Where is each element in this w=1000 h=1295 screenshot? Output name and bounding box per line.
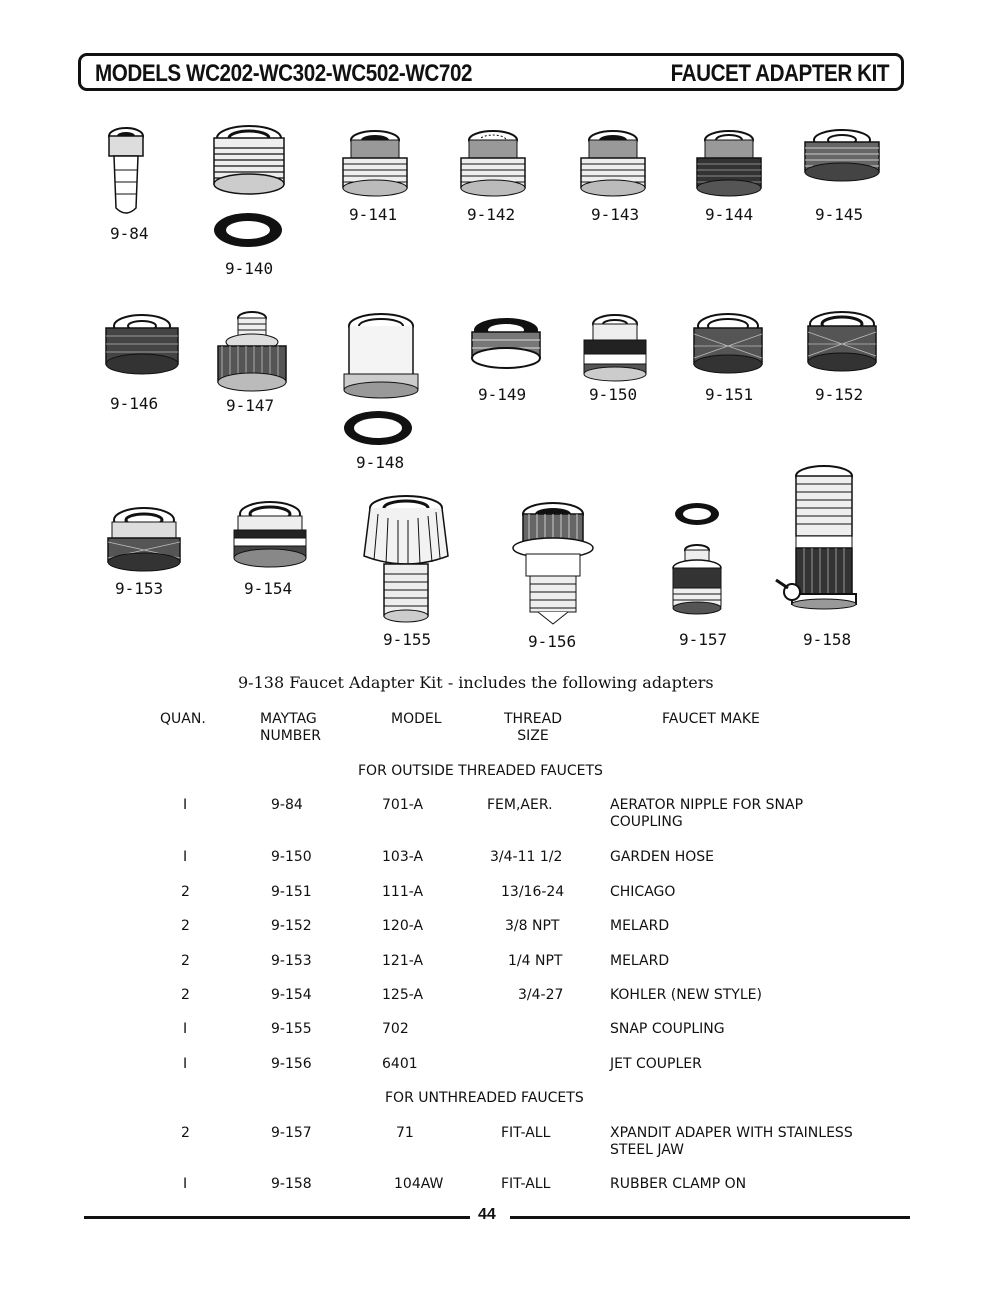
part-label: 9-150	[589, 385, 638, 404]
page-number: 44	[478, 1206, 496, 1223]
cell-thread: FIT-ALL	[501, 1125, 551, 1141]
cell-model: 702	[382, 1021, 409, 1037]
cell-thread: FEM,AER.	[487, 797, 553, 813]
part-label: 9-156	[528, 632, 577, 651]
cell-thread: 3/4-11 1/2	[490, 849, 563, 865]
part-label: 9-142	[467, 205, 516, 224]
cell-quan: 2	[181, 953, 190, 969]
models-title: MODELS WC202-WC302-WC502-WC702	[95, 60, 473, 87]
cell-make: MELARD	[610, 918, 670, 934]
cell-make: RUBBER CLAMP ON	[610, 1176, 747, 1192]
header-faucet-make	[662, 711, 760, 728]
cell-make: KOHLER (NEW STYLE)	[610, 987, 762, 1003]
part-9-152-icon	[802, 310, 882, 380]
cell-number: 9-154	[271, 987, 312, 1003]
cell-make: MELARD	[610, 953, 670, 969]
cell-make: JET COUPLER	[610, 1056, 702, 1072]
cell-thread: FIT-ALL	[501, 1176, 551, 1192]
cell-quan: I	[183, 849, 188, 865]
cell-number: 9-157	[271, 1125, 312, 1141]
part-9-142-icon	[458, 128, 528, 198]
cell-number: 9-152	[271, 918, 312, 934]
part-9-84-icon	[106, 126, 146, 218]
part-label: 9-143	[591, 205, 640, 224]
cell-thread: 1/4 NPT	[508, 953, 563, 969]
part-9-146-icon	[102, 312, 182, 382]
header-maytag-line1: MAYTAG	[260, 711, 317, 727]
cell-quan: I	[183, 1021, 188, 1037]
cell-make: SNAP COUPLING	[610, 1021, 725, 1037]
cell-make: CHICAGO	[610, 884, 676, 900]
cell-model: 125-A	[382, 987, 424, 1003]
cell-quan: I	[183, 1176, 188, 1192]
cell-number: 9-150	[271, 849, 312, 865]
part-label: 9-146	[110, 394, 159, 413]
part-9-155-icon	[356, 496, 456, 626]
cell-model: 120-A	[382, 918, 424, 934]
cell-model: 121-A	[382, 953, 424, 969]
header-maytag-line2: NUMBER	[260, 728, 321, 744]
section-outside-threaded: FOR OUTSIDE THREADED FAUCETS	[358, 763, 603, 779]
part-label: 9-144	[705, 205, 754, 224]
header-thread-size	[498, 711, 568, 745]
cell-number: 9-153	[271, 953, 312, 969]
cell-number: 9-151	[271, 884, 312, 900]
header-quan	[160, 711, 206, 728]
part-label: 9-149	[478, 385, 527, 404]
cell-model: 6401	[382, 1056, 418, 1072]
cell-number: 9-158	[271, 1176, 312, 1192]
part-label: 9-148	[356, 453, 405, 472]
cell-quan: 2	[181, 987, 190, 1003]
header-model-text: MODEL	[391, 711, 442, 727]
header-quan-text: QUAN.	[160, 711, 206, 727]
cell-number: 9-84	[271, 797, 303, 813]
part-9-140-icon	[208, 124, 290, 264]
part-label: 9-151	[705, 385, 754, 404]
part-label: 9-84	[110, 224, 149, 243]
part-9-156-icon	[508, 500, 598, 630]
section-unthreaded: FOR UNTHREADED FAUCETS	[385, 1090, 584, 1106]
header-thread-line1: THREAD	[503, 711, 562, 727]
part-9-148-icon	[336, 312, 426, 450]
part-9-157-icon	[664, 498, 730, 624]
cell-model: 701-A	[382, 797, 424, 813]
part-9-145-icon	[802, 128, 882, 188]
part-label: 9-140	[225, 259, 274, 278]
cell-make: XPANDIT ADAPER WITH STAINLESS STEEL JAW	[610, 1125, 853, 1158]
part-label: 9-157	[679, 630, 728, 649]
cell-thread: 3/4-27	[518, 987, 564, 1003]
part-9-158-icon	[772, 464, 862, 624]
cell-model: 103-A	[382, 849, 424, 865]
cell-quan: I	[183, 1056, 188, 1072]
cell-thread: 13/16-24	[501, 884, 565, 900]
cell-model: 111-A	[382, 884, 424, 900]
cell-number: 9-156	[271, 1056, 312, 1072]
cell-make: AERATOR NIPPLE FOR SNAP COUPLING	[610, 797, 804, 830]
part-label: 9-158	[803, 630, 852, 649]
part-9-144-icon	[694, 128, 764, 198]
cell-quan: 2	[181, 884, 190, 900]
header-model	[391, 711, 442, 728]
cell-quan: 2	[181, 918, 190, 934]
cell-thread: 3/8 NPT	[505, 918, 560, 934]
part-label: 9-154	[244, 579, 293, 598]
cell-make: GARDEN HOSE	[610, 849, 714, 865]
footer-rule-right	[510, 1216, 910, 1219]
cell-model: 71	[396, 1125, 414, 1141]
cell-quan: I	[183, 797, 188, 813]
cell-number: 9-155	[271, 1021, 312, 1037]
kit-title: 9-138 Faucet Adapter Kit - includes the following adapters	[238, 673, 714, 692]
part-label: 9-152	[815, 385, 864, 404]
header-faucet-make-text: FAUCET MAKE	[662, 711, 760, 727]
footer-rule-left	[84, 1216, 470, 1219]
part-label: 9-155	[383, 630, 432, 649]
part-label: 9-145	[815, 205, 864, 224]
section-title: FAUCET ADAPTER KIT	[670, 60, 889, 87]
part-label: 9-141	[349, 205, 398, 224]
part-9-143-icon	[578, 128, 648, 198]
page-header	[78, 53, 904, 91]
part-9-150-icon	[580, 312, 650, 384]
header-maytag-number	[260, 711, 321, 745]
part-9-149-icon	[466, 316, 546, 376]
part-9-153-icon	[104, 506, 184, 578]
part-9-147-icon	[212, 308, 292, 396]
part-label: 9-147	[226, 396, 275, 415]
header-thread-line2: SIZE	[517, 728, 549, 744]
part-9-151-icon	[688, 312, 768, 382]
cell-quan: 2	[181, 1125, 190, 1141]
part-label: 9-153	[115, 579, 164, 598]
part-9-154-icon	[228, 500, 312, 574]
part-9-141-icon	[340, 128, 410, 198]
cell-model: 104AW	[394, 1176, 444, 1192]
